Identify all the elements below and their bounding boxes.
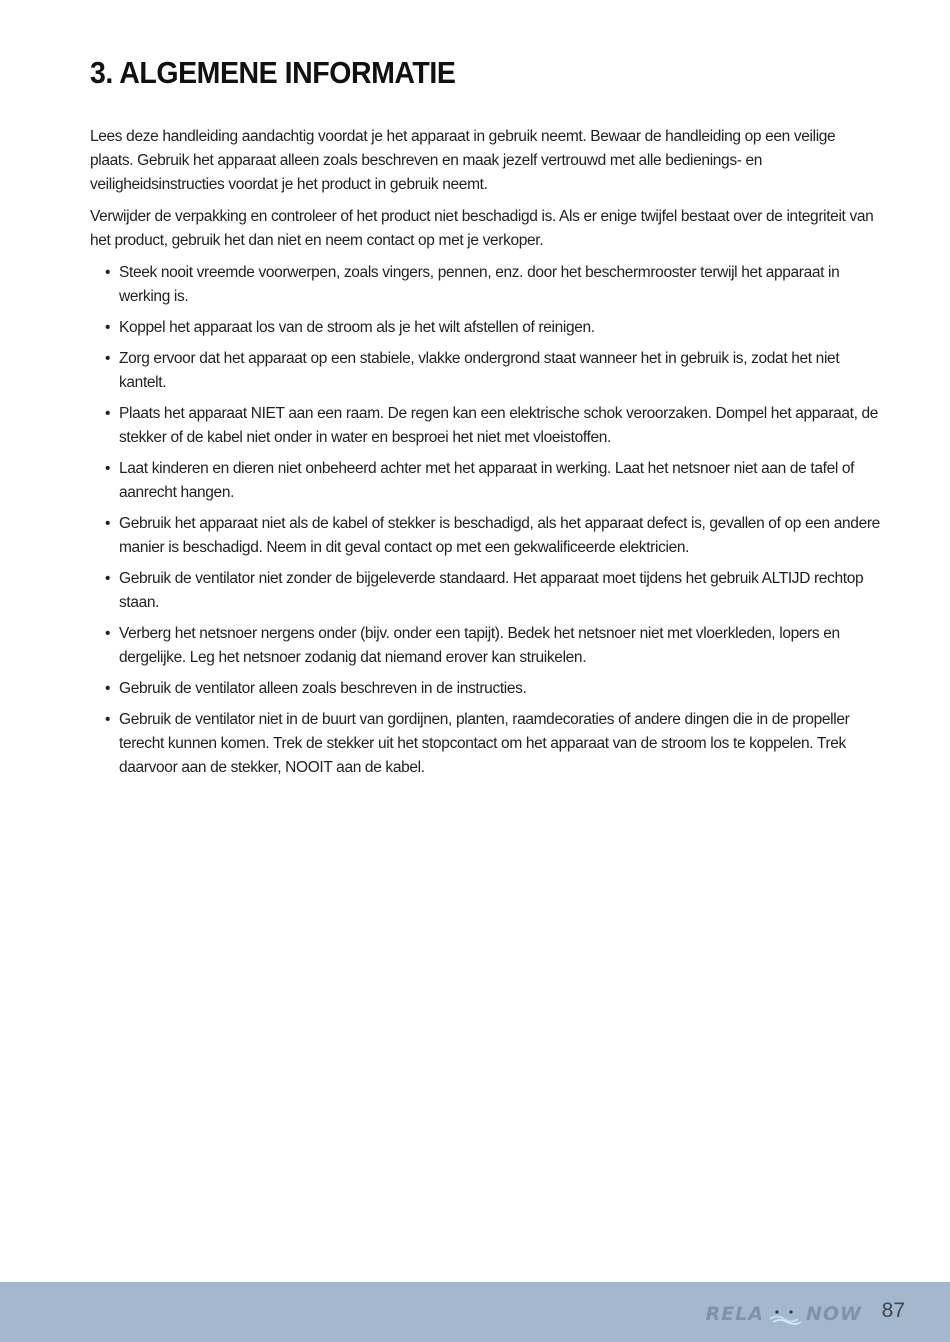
list-item-text: Verberg het netsnoer nergens onder (bijv. onder een tapijt). Bedek het netsnoer niet met vloerkleden, lopers en dergelijke. Leg het netsnoer zodanig dat niemand erover kan struikelen. [119, 625, 840, 666]
wave-dots-icon [768, 1303, 802, 1325]
list-item [105, 622, 880, 670]
bullet-icon: • [105, 625, 111, 642]
list-item-text: Gebruik het apparaat niet als de kabel of stekker is beschadigd, als het apparaat defect is, gevallen of op een andere manier is beschadigd. Neem in dit geval contact op met een gekwalificeerde elektricien. [119, 515, 880, 556]
list-item [105, 457, 880, 505]
intro-paragraph: Lees deze handleiding aandachtig voordat je het apparaat in gebruik neemt. Bewaar de handleiding op een veilige plaats. Gebruik het apparaat alleen zoals beschreven en maak jezelf vertrouwd met alle bedienings- en veiligheidsinstructies voordat je het product in gebruik neemt. [90, 128, 836, 193]
brand-logo [706, 1300, 862, 1328]
bullet-icon: • [105, 711, 111, 728]
logo-text-left: RELA [705, 1303, 764, 1325]
footer-bar [0, 1282, 950, 1342]
bullet-icon: • [105, 515, 111, 532]
list-item-text: Plaats het apparaat NIET aan een raam. De regen kan een elektrische schok veroorzaken. Dompel het apparaat, de stekker of de kabel niet onder in water en besproei het niet met vloeistoffen. [119, 405, 879, 446]
list-item-text: Laat kinderen en dieren niet onbeheerd achter met het apparaat in werking. Laat het netsnoer niet aan de tafel of aanrecht hangen. [119, 460, 855, 501]
list-item-text: Steek nooit vreemde voorwerpen, zoals vingers, pennen, enz. door het beschermrooster terwijl het apparaat in werking is. [119, 264, 840, 305]
list-item [105, 347, 880, 395]
logo-text-right: NOW [805, 1303, 862, 1325]
list-item-text: Koppel het apparaat los van de stroom als je het wilt afstellen of reinigen. [119, 319, 595, 336]
list-item-text: Zorg ervoor dat het apparaat op een stabiele, vlakke ondergrond staat wanneer het in gebruik is, zodat het niet kantelt. [119, 350, 840, 391]
list-item-text: Gebruik de ventilator alleen zoals beschreven in de instructies. [119, 680, 527, 697]
list-item [105, 261, 880, 309]
safety-list [90, 261, 880, 780]
list-item [105, 316, 880, 340]
intro-paragraph: Verwijder de verpakking en controleer of het product niet beschadigd is. Als er enige twijfel bestaat over de integriteit van het product, gebruik het dan niet en neem contact op met je verkoper. [90, 208, 874, 249]
list-item [105, 402, 880, 450]
page-title: 3. ALGEMENE INFORMATIE [90, 55, 456, 90]
bullet-icon: • [105, 264, 111, 281]
bullet-icon: • [105, 319, 111, 336]
bullet-icon: • [105, 570, 111, 587]
list-item-text: Gebruik de ventilator niet zonder de bijgeleverde standaard. Het apparaat moet tijdens het gebruik ALTIJD rechtop staan. [119, 570, 864, 611]
list-item [105, 677, 880, 701]
bullet-icon: • [105, 680, 111, 697]
list-item-text: Gebruik de ventilator niet in de buurt van gordijnen, planten, raamdecoraties of andere dingen die in de propeller terecht kunnen komen. Trek de stekker uit het stopcontact om het apparaat van de stroom los te koppelen. Trek daarvoor aan de stekker, NOOIT aan de kabel. [119, 711, 850, 776]
list-item [105, 567, 880, 615]
page-content [90, 125, 880, 787]
bullet-icon: • [105, 350, 111, 367]
list-item [105, 512, 880, 560]
page-number: 87 [881, 1299, 905, 1322]
bullet-icon: • [105, 405, 111, 422]
bullet-icon: • [105, 460, 111, 477]
list-item [105, 708, 880, 780]
